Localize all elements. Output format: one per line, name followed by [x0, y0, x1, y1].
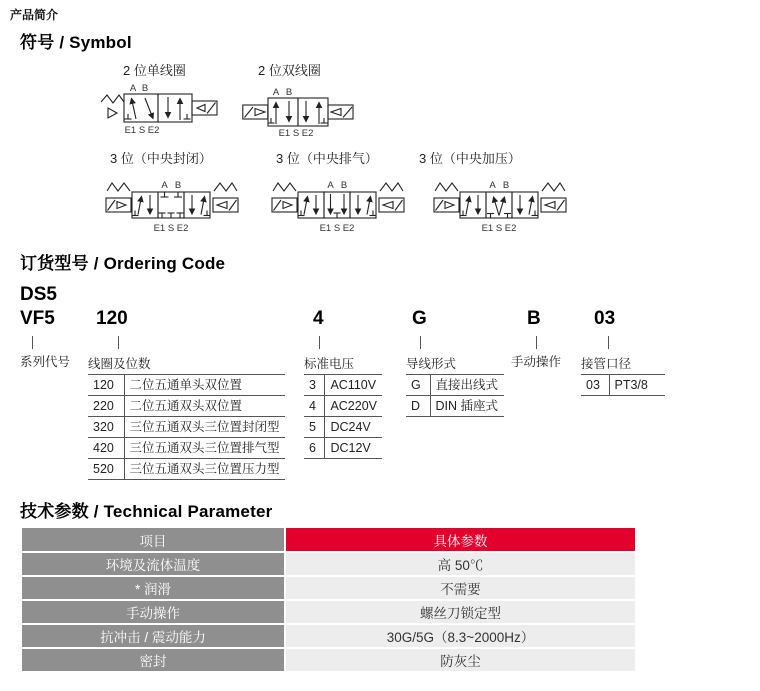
tick-voltage	[319, 336, 320, 349]
cell: DIN 插座式	[430, 396, 504, 417]
code-voltage: 4	[313, 308, 324, 329]
technical-section-title: 技术参数 / Technical Parameter	[20, 502, 273, 521]
port-label-bottom: E1 S E2	[319, 223, 355, 234]
cell: 二位五通双头双位置	[124, 396, 285, 417]
table-header-row	[22, 528, 635, 552]
cell: AC110V	[325, 375, 382, 396]
cell: 防灰尘	[285, 648, 635, 672]
symbol-section-title: 符号 / Symbol	[20, 33, 132, 52]
voltage-options-table	[304, 374, 382, 459]
label-voltage: 标准电压	[304, 357, 355, 371]
label-coil: 线圈及位数	[88, 357, 151, 371]
cell: 420	[88, 438, 124, 459]
wire-options-table	[406, 374, 504, 417]
label-series: 系列代号	[20, 355, 71, 369]
cell: 螺丝刀锁定型	[285, 600, 635, 624]
cell: D	[406, 396, 430, 417]
table-row	[304, 417, 382, 438]
table-row	[88, 375, 285, 396]
cell: 4	[304, 396, 325, 417]
cell: 三位五通双头三位置封闭型	[124, 417, 285, 438]
port-label-b: B	[285, 87, 293, 98]
cell: 高 50℃	[285, 552, 635, 576]
code-port: 03	[594, 308, 616, 329]
cell: 30G/5G（8.3~2000Hz）	[285, 624, 635, 648]
port-label-b: B	[502, 180, 510, 191]
cell: DC24V	[325, 417, 382, 438]
port-label-bottom: E1 S E2	[278, 128, 314, 139]
cell: 直接出线式	[430, 375, 504, 396]
cell: 三位五通双头三位置压力型	[124, 459, 285, 480]
cell: 320	[88, 417, 124, 438]
cell: AC220V	[325, 396, 382, 417]
port-label-a: A	[489, 180, 496, 191]
symbol-caption-2pos-double: 2 位双线圈	[258, 63, 321, 78]
cell: 手动操作	[22, 600, 285, 624]
header-parameter: 具体参数	[285, 528, 635, 552]
cell: 抗冲击 / 震动能力	[22, 624, 285, 648]
valve-symbol-2pos-double-coil	[242, 86, 354, 145]
table-row	[304, 396, 382, 417]
table-row	[88, 459, 285, 480]
symbol-caption-2pos-single: 2 位单线圈	[123, 63, 186, 78]
cell: 密封	[22, 648, 285, 672]
ordering-code-diagram	[0, 278, 760, 492]
port-label-bottom: E1 S E2	[153, 223, 189, 234]
table-row	[304, 438, 382, 459]
port-label-b: B	[141, 83, 149, 94]
tick-wire	[420, 336, 421, 349]
valve-symbol-3pos-pressure-center	[432, 178, 568, 243]
table-row	[88, 417, 285, 438]
label-manual: 手动操作	[511, 355, 562, 369]
label-port: 接管口径	[581, 357, 632, 371]
symbol-caption-3pos-closed: 3 位（中央封闭）	[110, 151, 212, 166]
cell: G	[406, 375, 430, 396]
cell: 03	[581, 375, 609, 396]
table-row	[581, 375, 665, 396]
series-code-ds5: DS5	[20, 284, 57, 305]
table-row	[406, 396, 504, 417]
port-label-bottom: E1 S E2	[481, 223, 517, 234]
cell: 520	[88, 459, 124, 480]
code-coil: 120	[96, 308, 128, 329]
cell: * 润滑	[22, 576, 285, 600]
cell: 环境及流体温度	[22, 552, 285, 576]
port-label-b: B	[340, 180, 348, 191]
cell: 三位五通双头三位置排气型	[124, 438, 285, 459]
cell: 120	[88, 375, 124, 396]
port-label-a: A	[327, 180, 334, 191]
table-row	[304, 375, 382, 396]
valve-symbol-2pos-single-coil	[100, 82, 218, 145]
port-label-a: A	[161, 180, 168, 191]
table-row	[22, 648, 635, 672]
cell: 不需要	[285, 576, 635, 600]
code-wire: G	[412, 308, 427, 329]
port-label-a: A	[129, 83, 137, 94]
technical-parameter-table	[22, 528, 635, 673]
table-row	[22, 624, 635, 648]
cell: 二位五通单头双位置	[124, 375, 285, 396]
ordering-section-title: 订货型号 / Ordering Code	[20, 254, 226, 273]
table-row	[22, 552, 635, 576]
valve-symbol-3pos-closed-center	[104, 178, 240, 243]
cell: PT3/8	[609, 375, 665, 396]
valve-symbol-3pos-exhaust-center	[270, 178, 406, 243]
code-manual: B	[527, 308, 541, 329]
table-row	[22, 576, 635, 600]
tick-manual	[536, 336, 537, 349]
port-label-b: B	[174, 180, 182, 191]
cell: 220	[88, 396, 124, 417]
tick-coil	[118, 336, 119, 349]
table-row	[22, 600, 635, 624]
label-wire: 导线形式	[406, 357, 457, 371]
table-row	[88, 438, 285, 459]
symbol-caption-3pos-pressure: 3 位（中央加压）	[419, 151, 521, 166]
table-row	[406, 375, 504, 396]
cell: 5	[304, 417, 325, 438]
cell: 3	[304, 375, 325, 396]
port-label-bottom: E1 S E2	[124, 125, 160, 136]
table-row	[88, 396, 285, 417]
port-options-table	[581, 374, 665, 396]
symbol-caption-3pos-exhaust: 3 位（中央排气）	[276, 151, 378, 166]
header-item: 项目	[22, 528, 285, 552]
tick-series	[32, 336, 33, 349]
cell: DC12V	[325, 438, 382, 459]
cell: 6	[304, 438, 325, 459]
tick-port	[608, 336, 609, 349]
page-eyebrow: 产品简介	[10, 8, 59, 22]
port-label-a: A	[272, 87, 280, 98]
coil-options-table	[88, 374, 285, 480]
series-code-vf5: VF5	[20, 308, 55, 329]
